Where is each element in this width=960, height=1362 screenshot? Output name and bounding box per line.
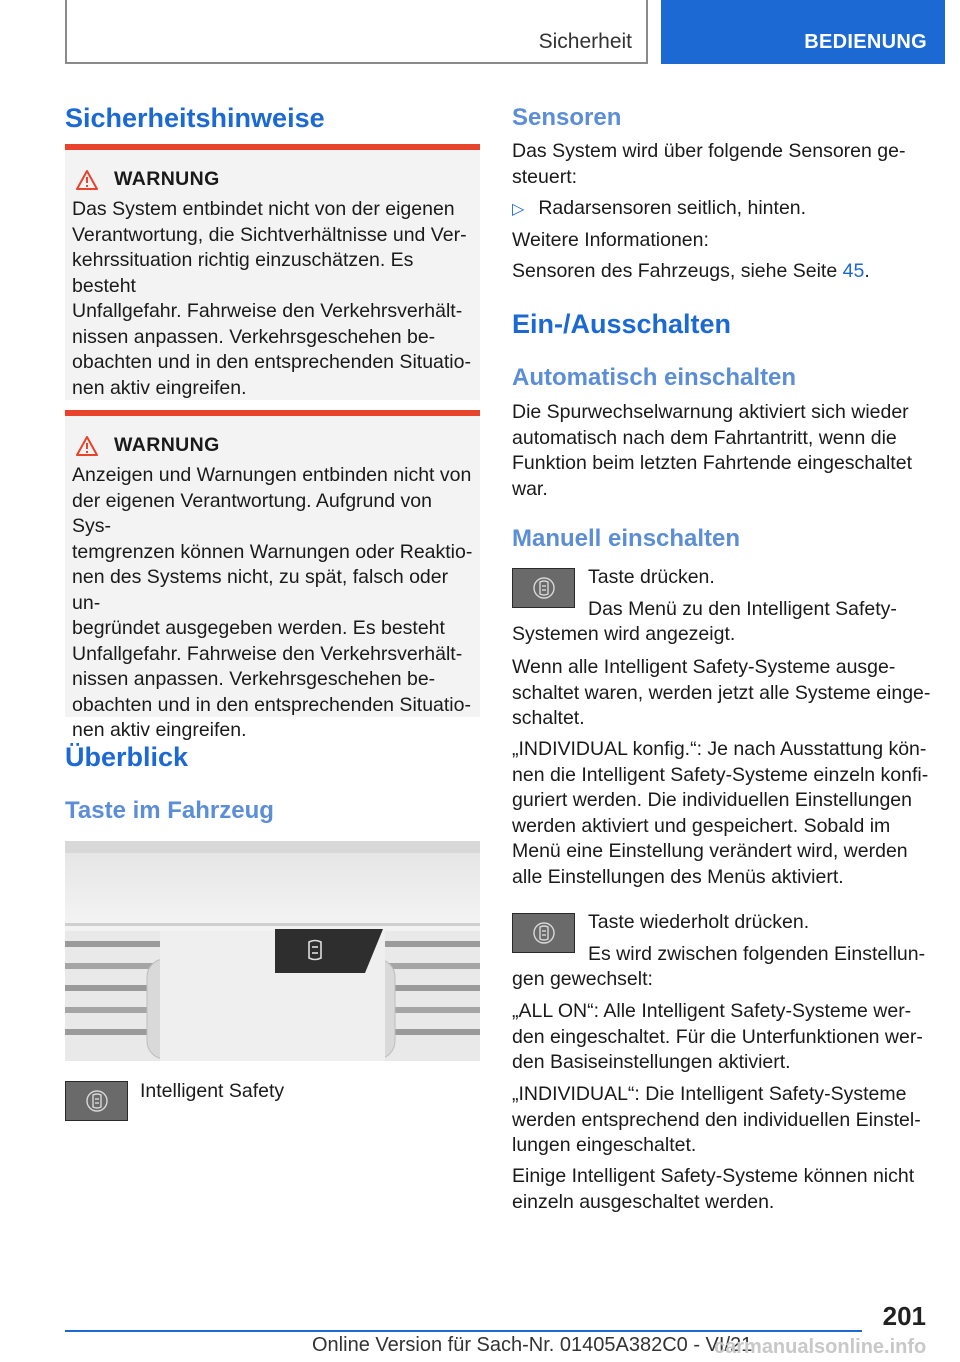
subtitle-auto-on: Automatisch einschalten <box>512 364 797 391</box>
press-again-text: Taste wiederholt drücken. <box>588 911 810 933</box>
warning-triangle-icon <box>76 170 98 190</box>
subtitle-manual-on: Manuell einschalten <box>512 525 741 552</box>
vehicle-dashboard-photo <box>65 841 480 1061</box>
footer-divider <box>65 1330 862 1332</box>
intelligent-safety-button-icon <box>512 568 575 608</box>
header-section-label: Sicherheit <box>538 30 632 53</box>
bullet-triangle-icon: ▷ <box>512 201 525 218</box>
watermark: carmanualsonline.info <box>714 1336 927 1358</box>
all-off-text: Wenn alle Intelligent Safety-Systeme ausge- schaltet waren, werden jetzt alle Systeme einge- schaltet. <box>512 656 931 729</box>
title-overview: Überblick <box>65 742 189 772</box>
individual-config-text: „INDIVIDUAL konfig.“: Je nach Ausstattung kön- nen die Intelligent Safety-Systeme einzeln konfi- guriert werden. Die individuellen Einstellungen werden aktiviert und gespeichert. Sobald im Menü eine Einstellung verändert wird, werden alle Einstellungen des Menüs aktiviert. <box>512 738 929 888</box>
press-button-text: Taste drücken. <box>588 566 715 588</box>
header-chapter-tab <box>661 0 945 64</box>
title-sensors: Sensoren <box>512 104 622 131</box>
intelligent-safety-icon <box>533 921 555 945</box>
switch-line-1: Es wird zwischen folgenden Einstellun- <box>588 943 926 965</box>
button-caption: Intelligent Safety <box>140 1080 285 1102</box>
warning-heading-1 <box>76 168 473 191</box>
menu-shown-line-1: Das Menü zu den Intelligent Safety- <box>588 598 897 620</box>
page-link-45[interactable]: 45 <box>842 260 865 282</box>
online-version-text: Online Version für Sach-Nr. 01405A382C0 - VI/21 <box>312 1334 753 1356</box>
more-info-label: Weitere Informationen: <box>512 229 709 251</box>
individual-text: „INDIVIDUAL“: Die Intelligent Safety-Systeme werden entsprechend den individuellen Einstel- lungen eingeschaltet. <box>512 1083 921 1156</box>
warning-label-2: WARNUNG <box>114 434 220 456</box>
sensors-reference: Sensoren des Fahrzeugs, siehe Seite 45. <box>512 260 870 282</box>
warning-label-1: WARNUNG <box>114 168 220 190</box>
sensors-intro: Das System wird über folgende Sensoren ge- steuert: <box>512 140 906 188</box>
warning-text-2: Anzeigen und Warnungen entbinden nicht von der eigenen Verantwortung. Aufgrund von Sys- temgrenzen können Warnungen oder Reaktio- nen des Systems nicht, zu spät, falsch oder un- begründet ausgegeben werden. Es besteht Unfallgefahr. Fahrweise den Verkehrsverhält- nissen anpassen. Verkehrsgeschehen be- obachten und in den entsprechenden Situatio- nen aktiv eingreifen. <box>72 464 473 741</box>
subtitle-button-in-vehicle: Taste im Fahrzeug <box>65 797 274 824</box>
all-on-text: „ALL ON“: Alle Intelligent Safety-Systeme wer- den eingeschaltet. Für die Unterfunktionen wer- den Basiseinstellungen aktiviert. <box>512 1000 923 1073</box>
switch-line-2: gen gewechselt: <box>512 968 653 990</box>
title-safety-notes: Sicherheitshinweise <box>65 103 325 133</box>
warning-triangle-icon <box>76 436 98 456</box>
intelligent-safety-button-icon <box>65 1081 128 1121</box>
warning-box-1 <box>65 144 480 400</box>
warning-text-1: Das System entbindet nicht von der eigenen Verantwortung, die Sichtverhältnisse und Ver- kehrssituation richtig einzuschätzen. Es besteht Unfallgefahr. Fahrweise den Verkehrsverhält- nissen anpassen. Verkehrsgeschehen be- obachten und in den entsprechenden Situatio- nen aktiv eingreifen. <box>72 198 471 399</box>
menu-shown-line-2: Systemen wird angezeigt. <box>512 623 736 645</box>
title-on-off: Ein-/Ausschalten <box>512 309 732 339</box>
auto-on-text: Die Spurwechselwarnung aktiviert sich wieder automatisch nach dem Fahrtantritt, wenn die Funktion beim letzten Fahrtende eingeschaltet war. <box>512 401 912 500</box>
warning-box-2 <box>65 410 480 741</box>
sensors-bullet-item: ▷ Radarsensoren seitlich, hinten. <box>512 197 807 219</box>
header-chapter-label: BEDIENUNG <box>804 31 927 53</box>
warning-heading-2 <box>76 434 473 457</box>
some-systems-text: Einige Intelligent Safety-Systeme können nicht einzeln ausgeschaltet werden. <box>512 1165 915 1213</box>
intelligent-safety-button-icon <box>512 913 575 953</box>
page-number: 201 <box>882 1301 926 1331</box>
header-section-tab <box>65 0 648 64</box>
intelligent-safety-icon <box>86 1089 108 1113</box>
intelligent-safety-icon <box>533 576 555 600</box>
